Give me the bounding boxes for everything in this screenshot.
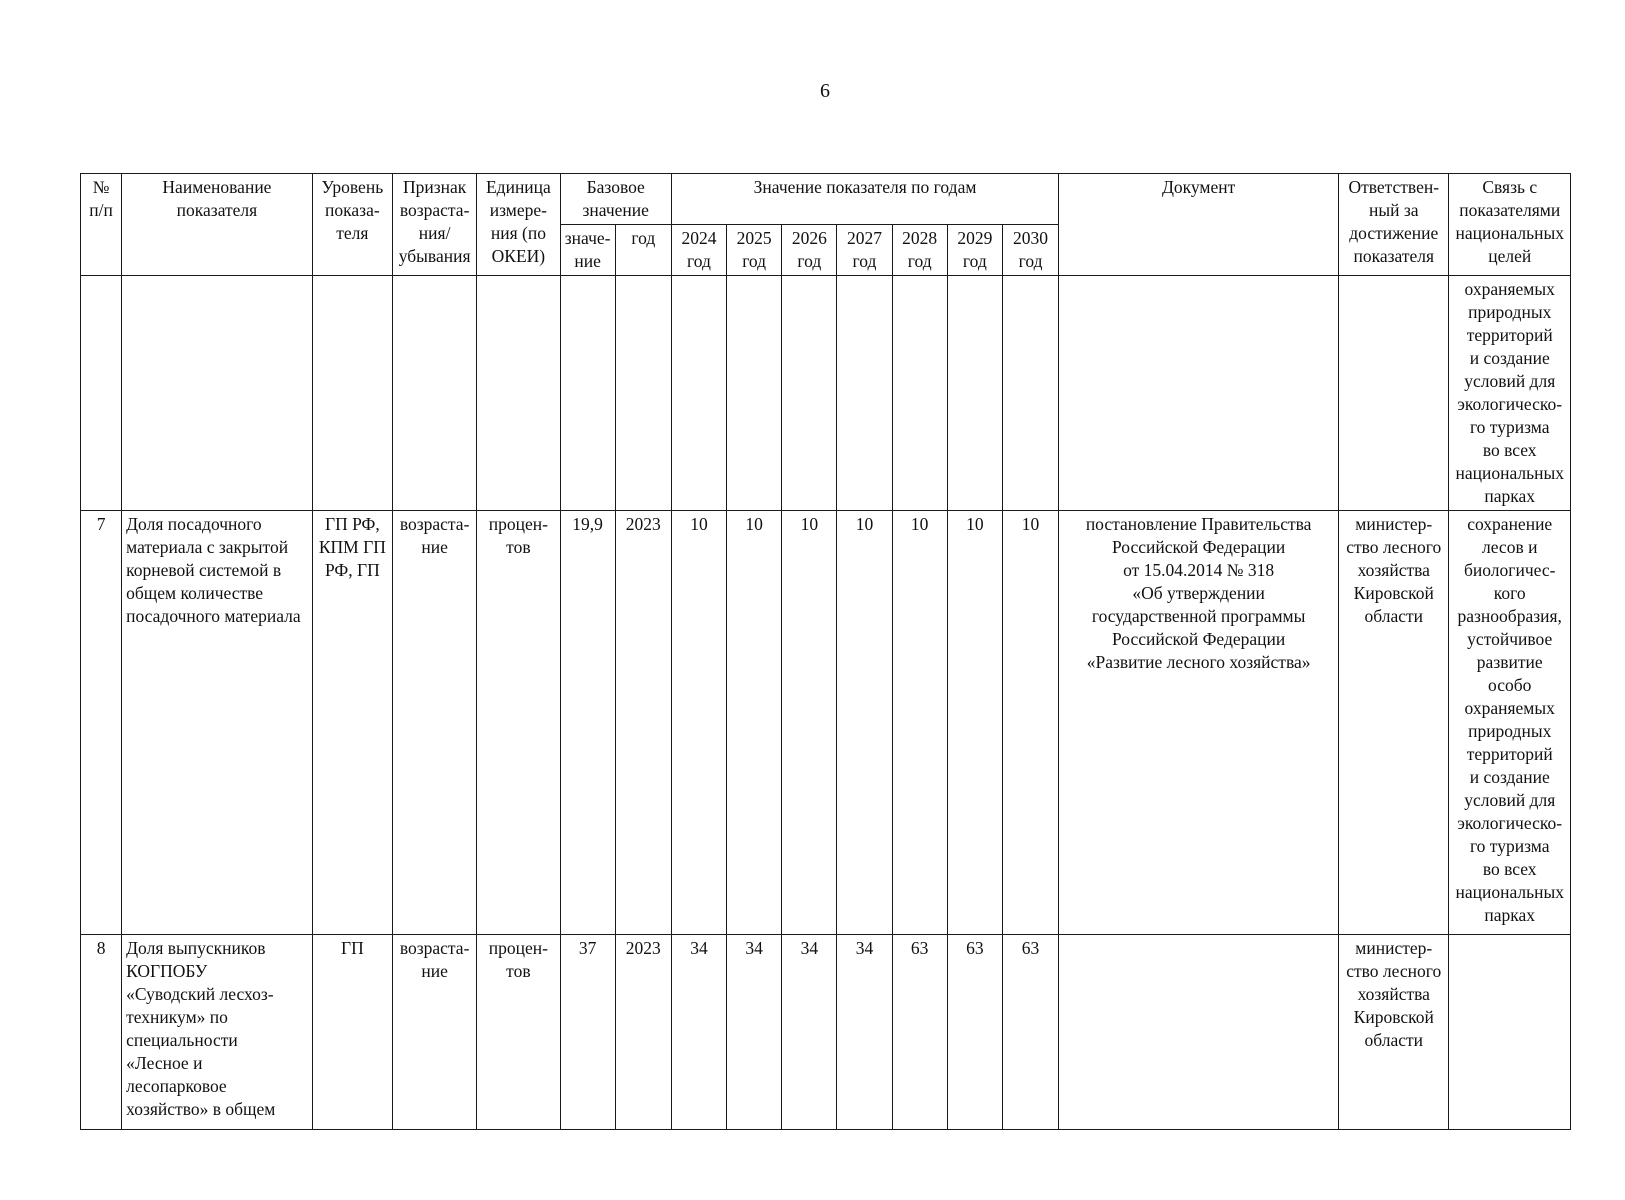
header-link: Связь с показателями национальных целей	[1449, 174, 1571, 276]
header-year-2027: 2027 год	[837, 225, 892, 276]
cell-value-2028	[892, 276, 947, 511]
header-values-by-year: Значение показателя по годам	[671, 174, 1058, 225]
cell-unit: процен- тов	[477, 511, 560, 935]
cell-level: ГП	[312, 935, 392, 1130]
header-base-year: год	[615, 225, 671, 276]
header-document: Документ	[1059, 174, 1339, 276]
cell-level: ГП РФ, КПМ ГП РФ, ГП	[312, 511, 392, 935]
cell-document	[1059, 276, 1339, 511]
cell-value-2030: 63	[1002, 935, 1058, 1130]
header-responsible: Ответствен- ный за достижение показателя	[1339, 174, 1449, 276]
cell-num	[81, 276, 122, 511]
table-row	[81, 511, 1571, 935]
cell-value-2026	[782, 276, 837, 511]
cell-sign	[393, 276, 477, 511]
cell-value-2028: 63	[892, 935, 947, 1130]
cell-base-year	[615, 276, 671, 511]
cell-value-2030	[1002, 276, 1058, 511]
cell-value-2024: 34	[671, 935, 726, 1130]
page-number: 6	[820, 80, 830, 102]
table-row	[81, 276, 1571, 511]
cell-base-value: 37	[560, 935, 615, 1130]
cell-value-2030: 10	[1002, 511, 1058, 935]
cell-value-2027	[837, 276, 892, 511]
cell-base-year: 2023	[615, 511, 671, 935]
cell-num: 8	[81, 935, 122, 1130]
cell-responsible: министер- ство лесного хозяйства Кировской области	[1339, 511, 1449, 935]
cell-value-2027: 34	[837, 935, 892, 1130]
header-year-2026: 2026 год	[782, 225, 837, 276]
cell-value-2025	[727, 276, 782, 511]
cell-name: Доля посадочного материала с закрытой корневой системой в общем количестве посадочного материала	[122, 511, 313, 935]
header-name: Наименование показателя	[122, 174, 313, 276]
cell-link	[1449, 935, 1571, 1130]
cell-link: сохранение лесов и биологичес- кого разнообразия, устойчивое развитие особо охраняемых природных территорий и создание условий для экологическо- го туризма во всех национальных парках	[1449, 511, 1571, 935]
header-year-2029: 2029 год	[947, 225, 1002, 276]
indicators-table	[80, 173, 1571, 1130]
header-num: № п/п	[81, 174, 122, 276]
cell-value-2024	[671, 276, 726, 511]
header-base: Базовое значение	[560, 174, 671, 225]
cell-value-2025: 10	[727, 511, 782, 935]
cell-unit	[477, 276, 560, 511]
cell-sign: возраста- ние	[393, 935, 477, 1130]
header-row-1	[81, 174, 1571, 225]
header-level: Уровень показа- теля	[312, 174, 392, 276]
header-base-value: значе- ние	[560, 225, 615, 276]
header-year-2025: 2025 год	[727, 225, 782, 276]
cell-name	[122, 276, 313, 511]
cell-value-2024: 10	[671, 511, 726, 935]
header-year-2028: 2028 год	[892, 225, 947, 276]
cell-responsible: министер- ство лесного хозяйства Кировской области	[1339, 935, 1449, 1130]
cell-responsible	[1339, 276, 1449, 511]
cell-base-value	[560, 276, 615, 511]
cell-level	[312, 276, 392, 511]
cell-value-2026: 34	[782, 935, 837, 1130]
header-sign: Признак возраста- ния/ убывания	[393, 174, 477, 276]
cell-base-value: 19,9	[560, 511, 615, 935]
cell-value-2028: 10	[892, 511, 947, 935]
cell-value-2029	[947, 276, 1002, 511]
cell-sign: возраста- ние	[393, 511, 477, 935]
cell-value-2029: 63	[947, 935, 1002, 1130]
cell-name: Доля выпускников КОГПОБУ «Суводский лесхоз- техникум» по специальности «Лесное и лесопарковое хозяйство» в общем	[122, 935, 313, 1130]
header-unit: Единица измере- ния (по ОКЕИ)	[477, 174, 560, 276]
cell-base-year: 2023	[615, 935, 671, 1130]
cell-value-2025: 34	[727, 935, 782, 1130]
cell-value-2029: 10	[947, 511, 1002, 935]
cell-value-2027: 10	[837, 511, 892, 935]
cell-link: охраняемых природных территорий и создание условий для экологическо- го туризма во всех национальных парках	[1449, 276, 1571, 511]
cell-unit: процен- тов	[477, 935, 560, 1130]
table-row	[81, 935, 1571, 1130]
header-year-2030: 2030 год	[1002, 225, 1058, 276]
cell-document	[1059, 935, 1339, 1130]
cell-num: 7	[81, 511, 122, 935]
header-year-2024: 2024 год	[671, 225, 726, 276]
cell-document: постановление Правительства Российской Федерации от 15.04.2014 № 318 «Об утверждении государственной программы Российской Федерации «Развитие лесного хозяйства»	[1059, 511, 1339, 935]
cell-value-2026: 10	[782, 511, 837, 935]
